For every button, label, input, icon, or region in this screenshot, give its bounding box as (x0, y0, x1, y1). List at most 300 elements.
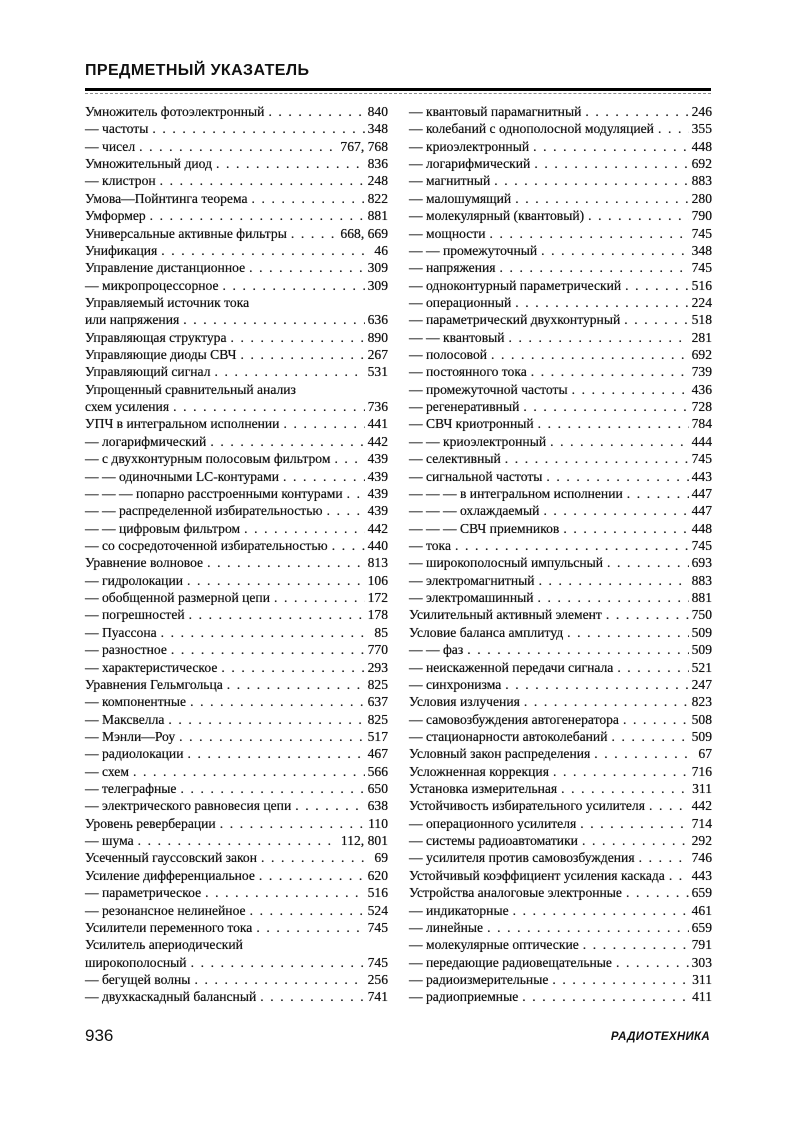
entry-page: 309 (367, 277, 388, 293)
dot-leader (332, 537, 365, 554)
dot-leader (455, 537, 689, 554)
dot-leader (327, 502, 365, 519)
dot-leader (505, 450, 689, 467)
index-column-left (85, 103, 388, 1006)
dot-leader (572, 381, 689, 398)
dot-leader (152, 120, 364, 137)
entry-page: 256 (367, 971, 388, 987)
index-entry (409, 988, 712, 1005)
dot-leader (190, 693, 365, 710)
entry-text: — разностное (85, 642, 167, 658)
index-entry (409, 225, 712, 242)
index-entry (409, 103, 712, 120)
entry-page: 178 (367, 607, 388, 623)
dot-leader (487, 919, 689, 936)
index-entry (85, 502, 388, 519)
dot-leader (616, 954, 689, 971)
entry-page: 739 (691, 364, 712, 380)
dot-leader (161, 242, 371, 259)
index-entry (85, 225, 388, 242)
entry-text: — логарифмический (85, 433, 207, 449)
index-entry (85, 971, 388, 988)
index-entry (409, 207, 712, 224)
entry-text: — электрического равновесия цепи (85, 798, 292, 814)
entry-text: — электромашинный (409, 590, 534, 606)
index-entry (409, 554, 712, 571)
entry-text: — синхронизма (409, 676, 502, 692)
entry-page: 509 (691, 642, 712, 658)
index-entry (85, 450, 388, 467)
entry-page: 883 (691, 572, 712, 588)
entry-text: — шума (85, 833, 134, 849)
entry-page: 518 (691, 312, 712, 328)
dot-leader (561, 780, 689, 797)
entry-page: 110 (368, 815, 388, 831)
dot-leader (594, 745, 695, 762)
entry-text: Управление дистанционное (85, 260, 246, 276)
index-entry (409, 381, 712, 398)
entry-page: 813 (367, 555, 388, 571)
entry-text: — — фаз (409, 642, 464, 658)
dot-leader (588, 207, 688, 224)
entry-text: — Пуассона (85, 624, 157, 640)
index-entry (85, 728, 388, 745)
entry-page: 836 (367, 156, 388, 172)
entry-page: 85 (374, 624, 388, 640)
entry-page: 650 (367, 781, 388, 797)
entry-text: — микропроцессорное (85, 277, 219, 293)
index-entry (85, 537, 388, 554)
dot-leader (244, 520, 365, 537)
index-entry (409, 537, 712, 554)
index-entry (85, 763, 388, 780)
dot-leader (490, 225, 689, 242)
dot-leader (160, 172, 365, 189)
entry-text: — промежуточной частоты (409, 381, 568, 397)
entry-text: — клистрон (85, 173, 156, 189)
entry-text: — — — охлаждаемый (409, 503, 540, 519)
dot-leader (491, 346, 689, 363)
index-entry (85, 259, 388, 276)
entry-page: 714 (691, 815, 712, 831)
index-entry (85, 780, 388, 797)
index-entry (409, 242, 712, 259)
index-entry (85, 155, 388, 172)
dot-leader (509, 329, 689, 346)
entry-text: — погрешностей (85, 607, 185, 623)
index-entry (409, 572, 712, 589)
dot-leader (291, 225, 338, 242)
entry-text: — передающие радиовещательные (409, 954, 612, 970)
dot-leader (546, 468, 688, 485)
entry-page: 441 (367, 416, 388, 432)
entry-text: или напряжения (85, 312, 180, 328)
dot-leader (139, 138, 337, 155)
entry-page: 443 (691, 468, 712, 484)
index-entry (409, 780, 712, 797)
dot-leader (259, 867, 365, 884)
index-entry (85, 832, 388, 849)
dot-leader (261, 849, 371, 866)
entry-text: Управляющие диоды СВЧ (85, 347, 237, 363)
entry-text: — самовозбуждения автогенератора (409, 711, 619, 727)
entry-page: 467 (367, 746, 388, 762)
entry-page: 745 (691, 451, 712, 467)
dot-leader (626, 884, 689, 901)
index-entry (85, 693, 388, 710)
entry-text: — — криоэлектронный (409, 433, 547, 449)
index-entry (409, 589, 712, 606)
index-entry (85, 919, 388, 936)
dot-leader (533, 138, 688, 155)
index-entry (409, 520, 712, 537)
dot-leader (207, 554, 365, 571)
entry-page: 637 (367, 694, 388, 710)
entry-text: Устройства аналоговые электронные (409, 885, 622, 901)
dot-leader (191, 954, 365, 971)
entry-text: Унификация (85, 242, 158, 258)
entry-text: — чисел (85, 138, 136, 154)
index-entry (85, 867, 388, 884)
entry-text: — — — СВЧ приемников (409, 520, 560, 536)
entry-text: — квантовый парамагнитный (409, 104, 582, 119)
entry-page: 303 (691, 954, 712, 970)
entry-page: 638 (367, 798, 388, 814)
entry-text: Умножитель фотоэлектронный (85, 104, 265, 119)
entry-text: — радиоприемные (409, 989, 519, 1005)
entry-text: — операционного усилителя (409, 815, 577, 831)
entry-text: — — промежуточный (409, 242, 538, 258)
entry-page: 461 (691, 902, 712, 918)
entry-text: — неискаженной передачи сигнала (409, 659, 614, 675)
index-entry (85, 294, 388, 311)
entry-page: 531 (367, 364, 388, 380)
entry-text: Устойчивый коэффициент усиления каскада (409, 867, 665, 883)
entry-page: 448 (691, 520, 712, 536)
dot-leader (467, 641, 688, 658)
entry-page: 46 (374, 242, 388, 258)
entry-text: — компонентные (85, 694, 187, 710)
dot-leader (260, 988, 364, 1005)
index-entry (85, 172, 388, 189)
entry-page: 439 (367, 451, 388, 467)
index-entry (409, 502, 712, 519)
index-entry (409, 172, 712, 189)
entry-page: 825 (367, 676, 388, 692)
dot-leader (553, 763, 689, 780)
dot-leader (523, 398, 688, 415)
index-entry (85, 277, 388, 294)
entry-text: — параметрический двухконтурный (409, 312, 621, 328)
entry-text: — — квантовый (409, 329, 505, 345)
entry-text: — одноконтурный параметрический (409, 277, 622, 293)
dot-leader (250, 902, 365, 919)
index-entry (409, 728, 712, 745)
dot-leader (295, 797, 364, 814)
index-entry (409, 450, 712, 467)
dot-leader (624, 311, 688, 328)
entry-page: 447 (691, 503, 712, 519)
index-entry (409, 259, 712, 276)
dot-leader (256, 919, 364, 936)
dot-leader (513, 902, 689, 919)
entry-text: — радиолокации (85, 746, 184, 762)
index-entry (409, 884, 712, 901)
entry-page: 745 (691, 537, 712, 553)
index-entry (85, 120, 388, 137)
entry-text: Условие баланса амплитуд (409, 624, 564, 640)
entry-text: Умножительный диод (85, 156, 212, 172)
dot-leader (607, 554, 689, 571)
index-entry (409, 641, 712, 658)
entry-text: Управляемый источник тока (85, 294, 250, 310)
entry-page: 348 (367, 121, 388, 137)
index-entry (85, 988, 388, 1005)
index-entry (85, 381, 388, 398)
index-entry (85, 624, 388, 641)
dot-leader (585, 103, 688, 120)
dot-leader (194, 971, 364, 988)
dot-leader (179, 728, 364, 745)
index-entry (409, 832, 712, 849)
dot-leader (187, 572, 365, 589)
dot-leader (583, 936, 689, 953)
entry-text: Умформер (85, 208, 146, 224)
index-entry (409, 763, 712, 780)
dot-leader (538, 589, 689, 606)
entry-text: Усеченный гауссовский закон (85, 850, 258, 866)
index-entry (85, 433, 388, 450)
entry-page: 411 (692, 989, 712, 1005)
entry-page: 566 (367, 763, 388, 779)
index-entry (85, 954, 388, 971)
index-entry (85, 676, 388, 693)
entry-page: 692 (691, 156, 712, 172)
dot-leader (249, 259, 365, 276)
entry-page: 716 (691, 763, 712, 779)
dot-leader (227, 676, 365, 693)
dot-leader (524, 693, 689, 710)
entry-page: 348 (691, 242, 712, 258)
index-entry (85, 329, 388, 346)
dot-leader (173, 398, 365, 415)
entry-page: 516 (691, 277, 712, 293)
index-entry (85, 520, 388, 537)
dot-leader (183, 311, 364, 328)
dot-leader (611, 728, 688, 745)
index-entry (409, 676, 712, 693)
dot-leader (189, 606, 365, 623)
dot-leader (283, 468, 365, 485)
dot-leader (171, 641, 365, 658)
entry-page: 106 (367, 572, 388, 588)
dot-leader (283, 415, 364, 432)
dot-leader (538, 415, 689, 432)
entry-page: 439 (367, 485, 388, 501)
entry-page: 840 (367, 104, 388, 119)
index-entry (409, 120, 712, 137)
entry-text: — гидролокации (85, 572, 184, 588)
page-number: 936 (85, 1026, 114, 1045)
entry-page: 745 (367, 954, 388, 970)
entry-page: 728 (691, 399, 712, 415)
dot-leader (625, 277, 688, 294)
dot-leader (669, 867, 689, 884)
dot-leader (515, 294, 688, 311)
entry-page: 790 (691, 208, 712, 224)
entry-text: — бегущей волны (85, 971, 191, 987)
entry-text: — селективный (409, 451, 501, 467)
index-entry (85, 311, 388, 328)
entry-page: 447 (691, 485, 712, 501)
dot-leader (617, 659, 688, 676)
index-entry (409, 468, 712, 485)
entry-text: — — одиночными LC-контурами (85, 468, 279, 484)
header-rule (85, 88, 711, 94)
entry-page: 881 (367, 208, 388, 224)
entry-page: 620 (367, 867, 388, 883)
entry-text: — молекулярный (квантовый) (409, 208, 585, 224)
entry-text: Уровень реверберации (85, 815, 216, 831)
entry-text: — характеристическое (85, 659, 218, 675)
index-entry (409, 954, 712, 971)
entry-page: 636 (367, 312, 388, 328)
index-entry (409, 659, 712, 676)
index-entry (409, 415, 712, 432)
dot-leader (274, 589, 365, 606)
entry-text: — — распределенной избирательностью (85, 503, 323, 519)
entry-text: Усилители переменного тока (85, 919, 253, 935)
index-entry (85, 641, 388, 658)
dot-leader (550, 433, 688, 450)
index-entry (85, 103, 388, 120)
dot-leader (627, 485, 689, 502)
entry-text: Управляющая структура (85, 329, 227, 345)
index-entry (409, 867, 712, 884)
entry-page: 521 (691, 659, 712, 675)
entry-text: Управляющий сигнал (85, 364, 211, 380)
entry-text: — — — попарно расстроенными контурами (85, 485, 343, 501)
dot-leader (522, 988, 689, 1005)
index-entry (85, 745, 388, 762)
entry-text: — электромагнитный (409, 572, 535, 588)
dot-leader (168, 711, 364, 728)
entry-text: Устойчивость избирательного усилителя (409, 798, 645, 814)
dot-leader (567, 624, 688, 641)
index-entry (409, 971, 712, 988)
entry-page: 224 (691, 294, 712, 310)
index-entry (409, 919, 712, 936)
entry-page: 668, 669 (340, 225, 388, 241)
entry-text: — — цифровым фильтром (85, 520, 241, 536)
entry-page: 508 (691, 711, 712, 727)
dot-leader (240, 346, 364, 363)
index-entry (85, 363, 388, 380)
index-entry (85, 849, 388, 866)
index-entry (85, 936, 388, 953)
dot-leader (606, 606, 689, 623)
dot-leader (210, 433, 364, 450)
entry-text: — системы радиоавтоматики (409, 833, 578, 849)
index-entry (409, 485, 712, 502)
dot-leader (658, 120, 689, 137)
entry-text: — телеграфные (85, 781, 177, 797)
entry-page: 247 (691, 676, 712, 692)
entry-page: 311 (692, 781, 712, 797)
dot-leader (220, 815, 365, 832)
index-columns (85, 103, 712, 1006)
entry-page: 509 (691, 624, 712, 640)
entry-page: 112, 801 (340, 833, 388, 849)
entry-text: Условный закон распределения (409, 746, 591, 762)
dot-leader (268, 103, 364, 120)
entry-page: 439 (367, 503, 388, 519)
dot-leader (639, 849, 689, 866)
entry-page: 745 (691, 260, 712, 276)
index-entry (85, 415, 388, 432)
dot-leader (543, 502, 688, 519)
entry-page: 448 (691, 138, 712, 154)
entry-text: Усилитель апериодический (85, 937, 243, 953)
entry-text: Усложненная коррекция (409, 763, 549, 779)
dot-leader (582, 832, 689, 849)
entry-text: — широкополосный импульсный (409, 555, 604, 571)
entry-page: 736 (367, 399, 388, 415)
running-title: РАДИОТЕХНИКА (610, 1031, 710, 1043)
index-entry (409, 936, 712, 953)
page-title: ПРЕДМЕТНЫЙ УКАЗАТЕЛЬ (85, 62, 310, 79)
dot-leader (580, 815, 688, 832)
dot-leader (531, 363, 689, 380)
entry-page: 890 (367, 329, 388, 345)
dot-leader (334, 450, 364, 467)
index-entry (85, 711, 388, 728)
index-entry (409, 190, 712, 207)
entry-page: 311 (692, 971, 712, 987)
index-entry (85, 659, 388, 676)
index-entry (409, 346, 712, 363)
entry-page: 791 (691, 937, 712, 953)
entry-page: 659 (691, 885, 712, 901)
index-entry (409, 155, 712, 172)
entry-page: 444 (691, 433, 712, 449)
dot-leader (221, 659, 364, 676)
entry-text: Уравнения Гельмгольца (85, 676, 223, 692)
entry-text: — СВЧ криотронный (409, 416, 534, 432)
entry-text: — параметрическое (85, 885, 202, 901)
index-entry (85, 797, 388, 814)
entry-page: 517 (367, 728, 388, 744)
dot-leader (205, 884, 365, 901)
entry-text: Условия излучения (409, 694, 520, 710)
dot-leader (539, 572, 689, 589)
entry-page: 750 (691, 607, 712, 623)
entry-text: — индикаторные (409, 902, 509, 918)
entry-page: 825 (367, 711, 388, 727)
entry-page: 442 (691, 798, 712, 814)
entry-text: — сигнальной частоты (409, 468, 543, 484)
index-entry (409, 815, 712, 832)
index-entry (85, 242, 388, 259)
entry-page: 443 (691, 867, 712, 883)
entry-text: — мощности (409, 225, 486, 241)
index-entry (85, 902, 388, 919)
dot-leader (494, 172, 688, 189)
entry-page: 516 (367, 885, 388, 901)
entry-page: 309 (367, 260, 388, 276)
entry-text: — Мэнли—Роу (85, 728, 176, 744)
entry-page: 172 (367, 590, 388, 606)
